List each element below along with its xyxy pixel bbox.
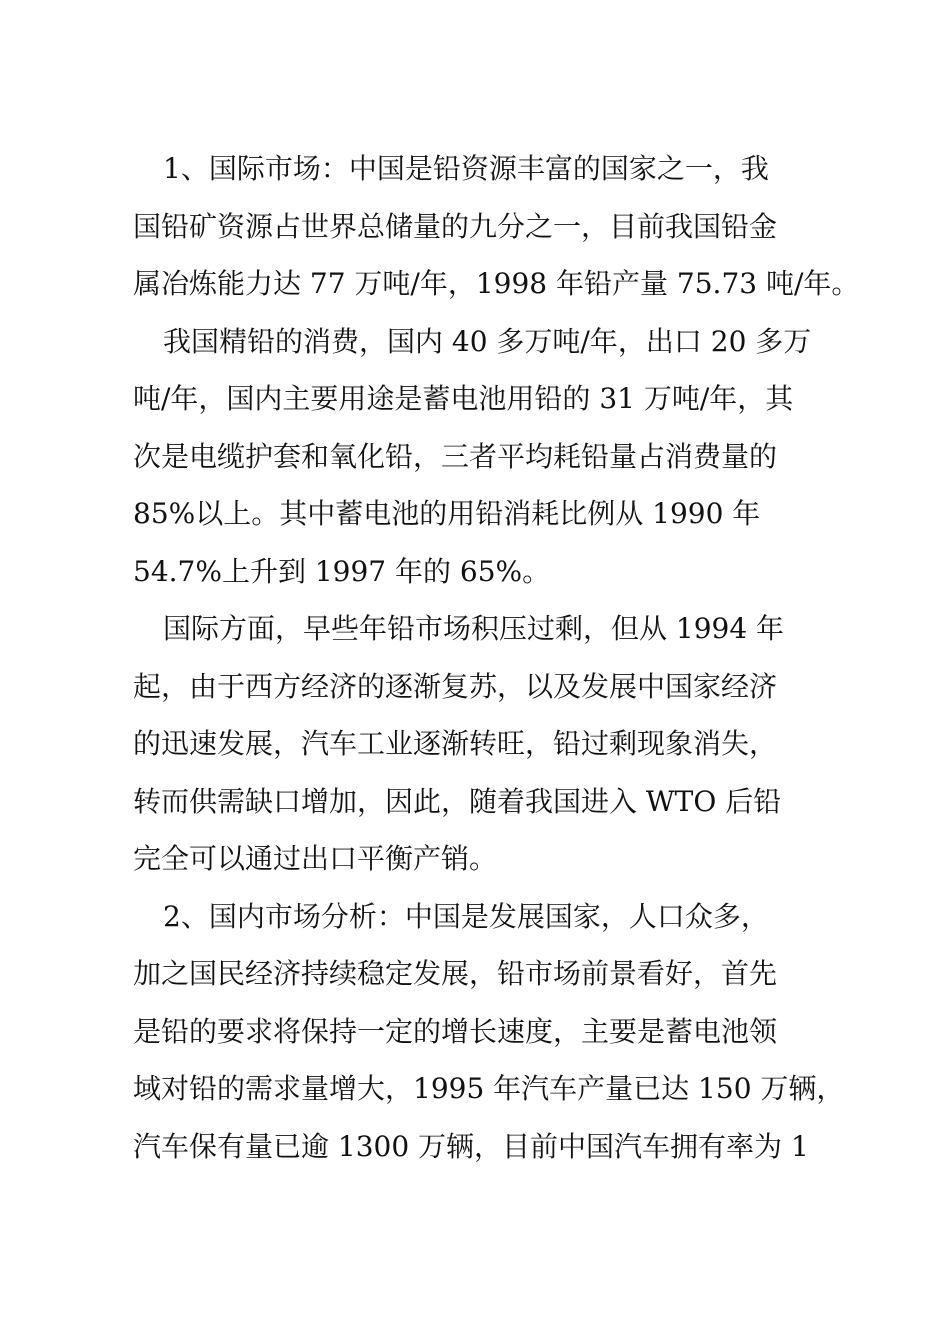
text-line: 2、国内市场分析：中国是发展国家，人口众多， — [163, 899, 769, 933]
text-line: 吨/年，国内主要用途是蓄电池用铅的 31 万吨/年，其 — [133, 382, 794, 415]
body-text — [133, 140, 860, 1175]
text-line: 1、国际市场：中国是铅资源丰富的国家之一，我 — [163, 152, 769, 185]
text-line: 属冶炼能力达 77 万吨/年，1998 年铅产量 75.73 吨/年。 — [133, 267, 860, 300]
text-line: 汽车保有量已逾 1300 万辆，目前中国汽车拥有率为 1 — [133, 1129, 809, 1163]
text-line: 完全可以通过出口平衡产销。 — [133, 842, 498, 875]
text-line: 我国精铅的消费，国内 40 多万吨/年，出口 20 多万 — [163, 324, 812, 358]
text-line: 是铅的要求将保持一定的增长速度，主要是蓄电池领 — [133, 1014, 778, 1048]
text-line: 域对铅的需求量增大，1995 年汽车产量已达 150 万辆， — [133, 1072, 845, 1105]
text-line: 国际方面，早些年铅市场积压过剩，但从 1994 年 — [163, 612, 785, 645]
text-line: 起，由于西方经济的逐渐复苏，以及发展中国家经济 — [133, 669, 778, 703]
text-line: 54.7%上升到 1997 年的 65%。 — [133, 554, 551, 588]
text-line: 次是电缆护套和氧化铅，三者平均耗铅量占消费量的 — [133, 439, 778, 473]
text-line: 转而供需缺口增加，因此，随着我国进入 WTO 后铅 — [133, 784, 782, 818]
text-line: 加之国民经济持续稳定发展，铅市场前景看好，首先 — [133, 957, 778, 990]
text-line: 国铅矿资源占世界总储量的九分之一，目前我国铅金 — [133, 209, 778, 243]
text-line: 85%以上。其中蓄电池的用铅消耗比例从 1990 年 — [133, 497, 761, 530]
text-line: 的迅速发展，汽车工业逐渐转旺，铅过剩现象消失， — [133, 727, 778, 760]
